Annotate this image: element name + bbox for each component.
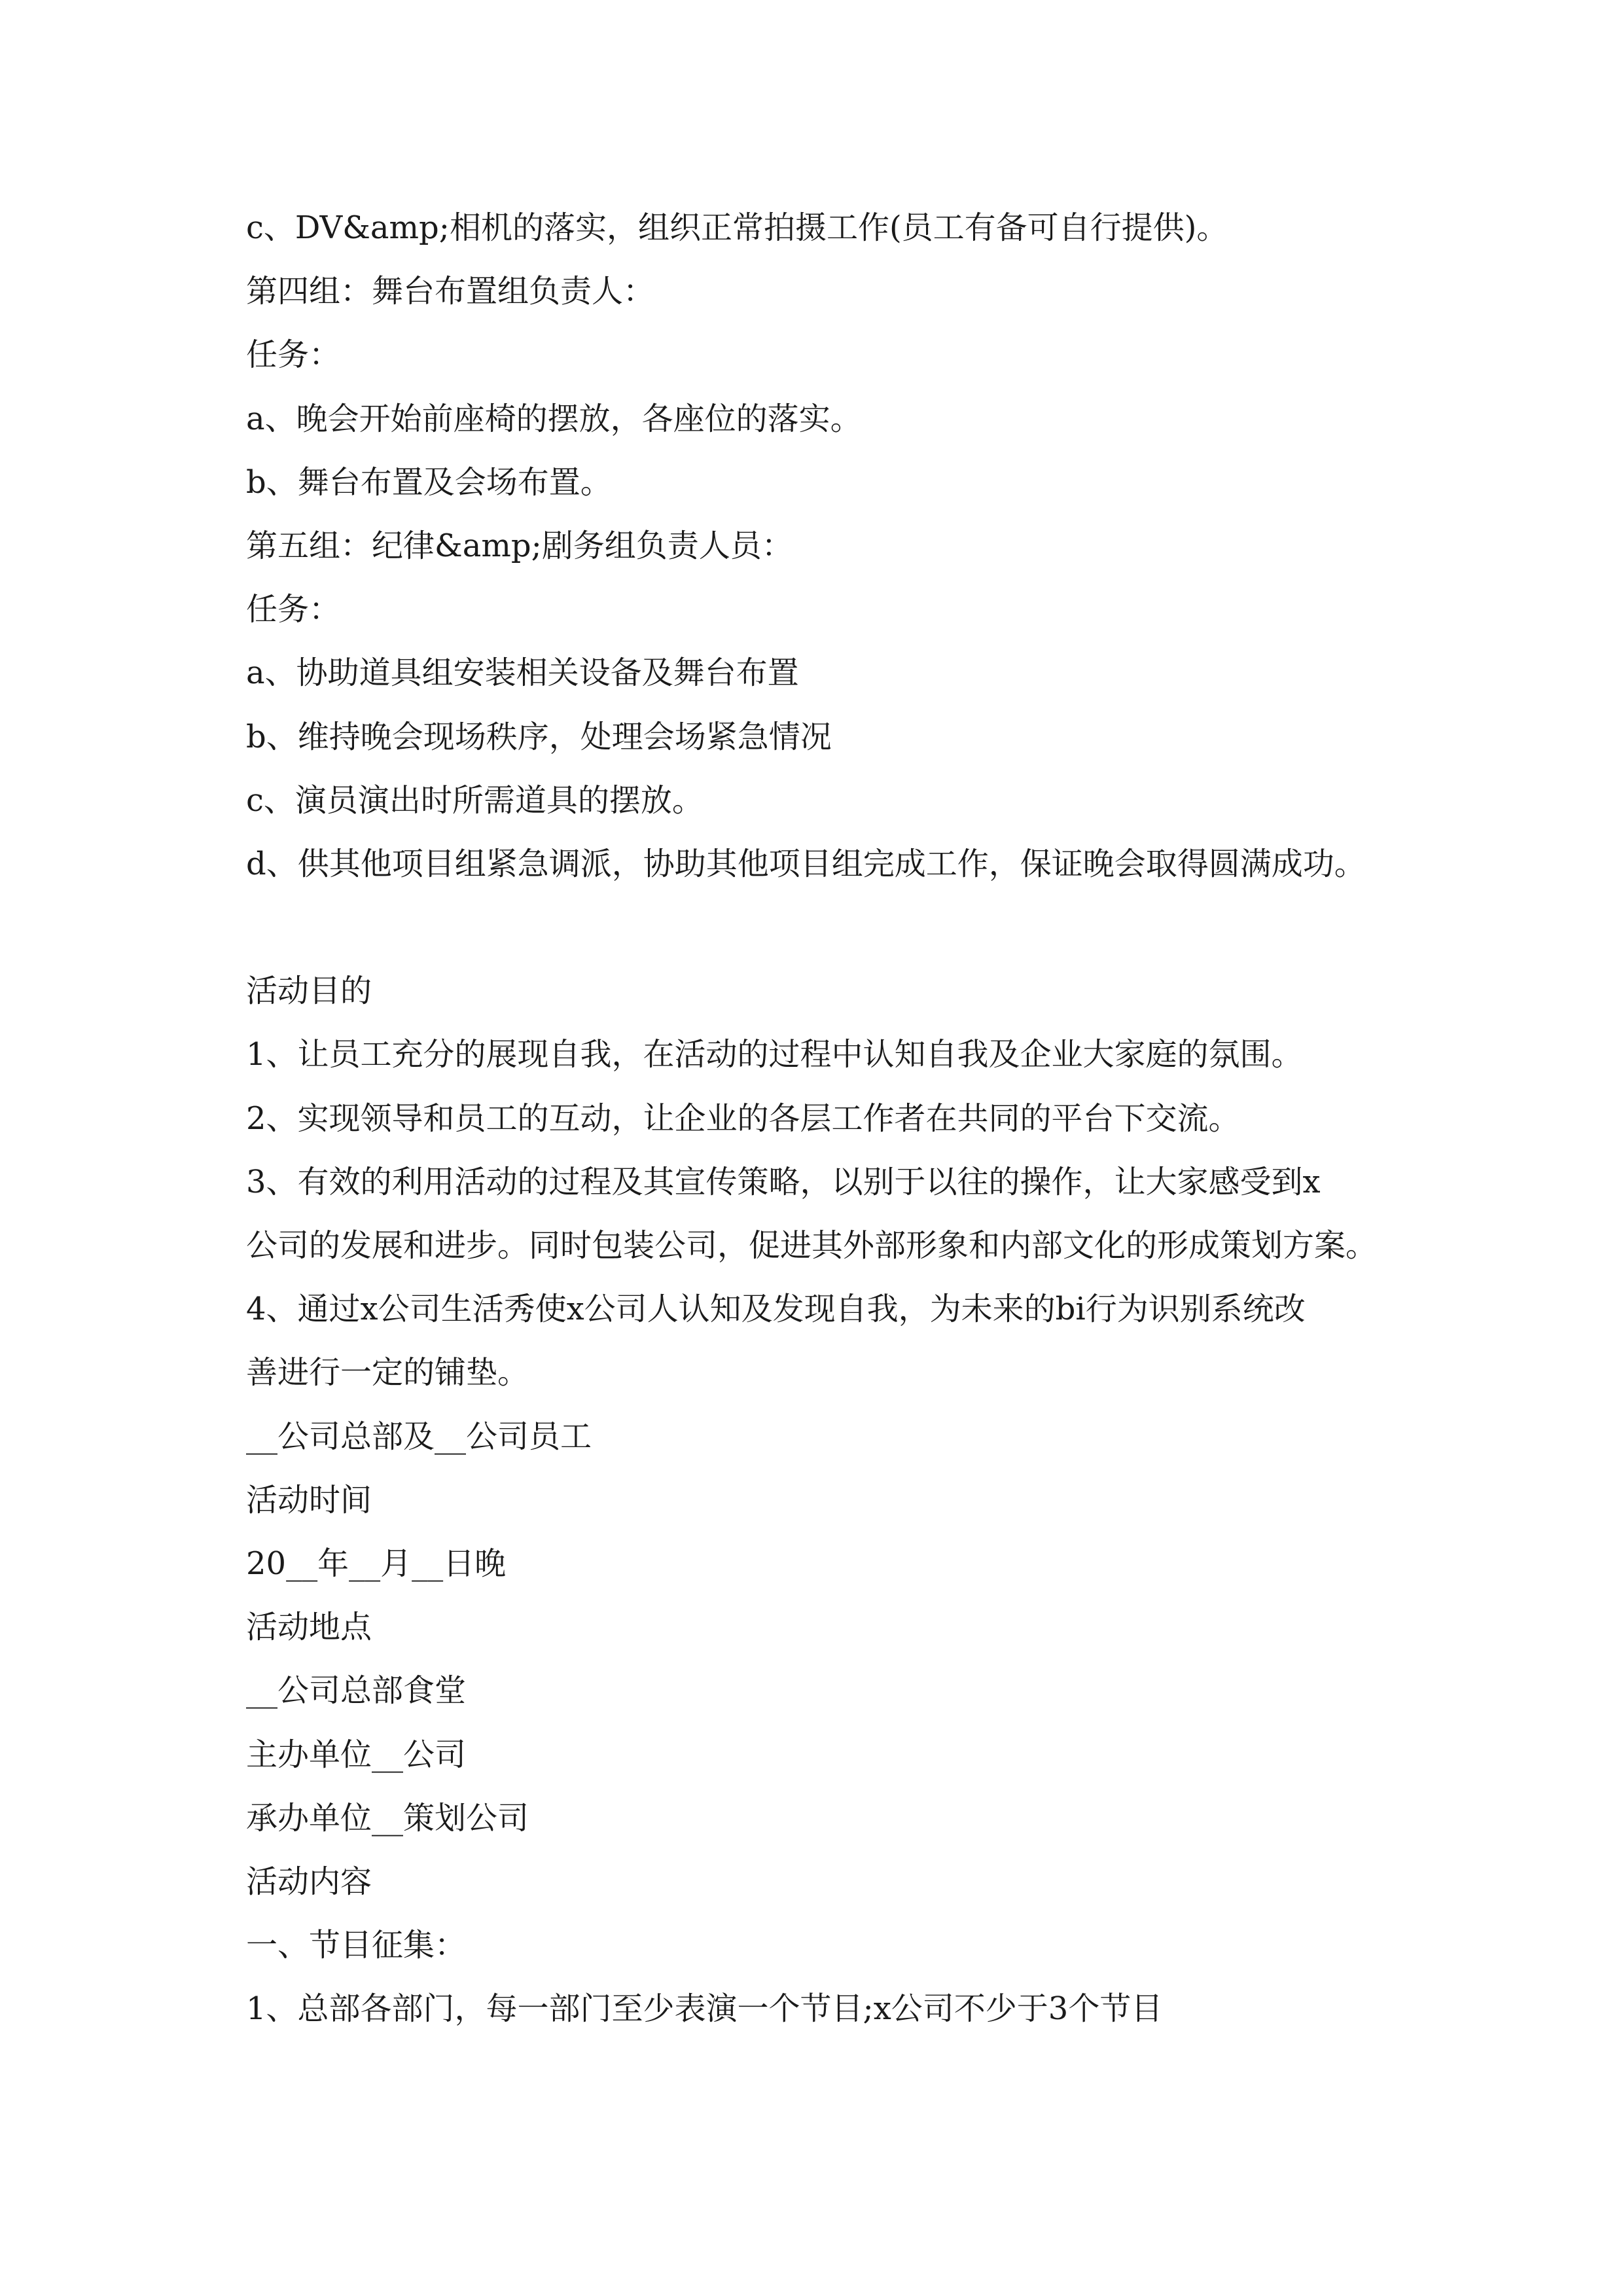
text-line: 20__年__月__日晚 (246, 1545, 507, 1582)
text-line: 4、通过x公司生活秀使x公司人认知及发现自我，为未来的bi行为识别系统改 (246, 1291, 1306, 1328)
section-heading-time: 活动时间 (246, 1481, 372, 1518)
text-line: b、舞台布置及会场布置。 (246, 463, 612, 501)
text-line: 主办单位__公司 (246, 1736, 467, 1773)
text-line: __公司总部食堂 (246, 1672, 467, 1710)
text-line: d、供其他项目组紧急调派，协助其他项目组完成工作，保证晚会取得圆满成功。 (246, 845, 1366, 882)
text-line: 承办单位__策划公司 (246, 1799, 529, 1837)
text-line: c、DV&amp;相机的落实，组织正常拍摄工作(员工有备可自行提供)。 (246, 209, 1228, 246)
text-line: 1、让员工充分的展现自我，在活动的过程中认知自我及企业大家庭的氛围。 (246, 1036, 1303, 1073)
text-line: 善进行一定的铺垫。 (246, 1354, 529, 1391)
section-heading-group-5: 第五组：纪律&amp;剧务组负责人员： (246, 527, 793, 564)
text-line: __公司总部及__公司员工 (246, 1418, 592, 1455)
document-body (246, 196, 1418, 2041)
text-line: 公司的发展和进步。同时包装公司，促进其外部形象和内部文化的形成策划方案。 (246, 1227, 1378, 1264)
task-label: 任务： (246, 591, 341, 628)
text-line: c、演员演出时所需道具的摆放。 (246, 781, 704, 819)
text-line: a、协助道具组安装相关设备及舞台布置 (246, 655, 799, 692)
section-heading-content: 活动内容 (246, 1863, 372, 1900)
text-line: 1、总部各部门，每一部门至少表演一个节目;x公司不少于3个节目 (246, 1990, 1163, 2028)
paragraph-gap (246, 896, 1418, 960)
task-label: 任务： (246, 336, 341, 374)
section-heading-location: 活动地点 (246, 1609, 372, 1646)
text-line: 3、有效的利用活动的过程及其宣传策略，以别于以往的操作，让大家感受到x (246, 1163, 1321, 1200)
section-heading-group-4: 第四组：舞台布置组负责人： (246, 273, 655, 310)
text-line: b、维持晚会现场秩序，处理会场紧急情况 (246, 718, 832, 755)
text-line: 2、实现领导和员工的互动，让企业的各层工作者在共同的平台下交流。 (246, 1100, 1240, 1137)
text-line: 一、节目征集： (246, 1927, 467, 1964)
section-heading-purpose: 活动目的 (246, 973, 372, 1010)
text-line: a、晚会开始前座椅的摆放，各座位的落实。 (246, 400, 862, 437)
